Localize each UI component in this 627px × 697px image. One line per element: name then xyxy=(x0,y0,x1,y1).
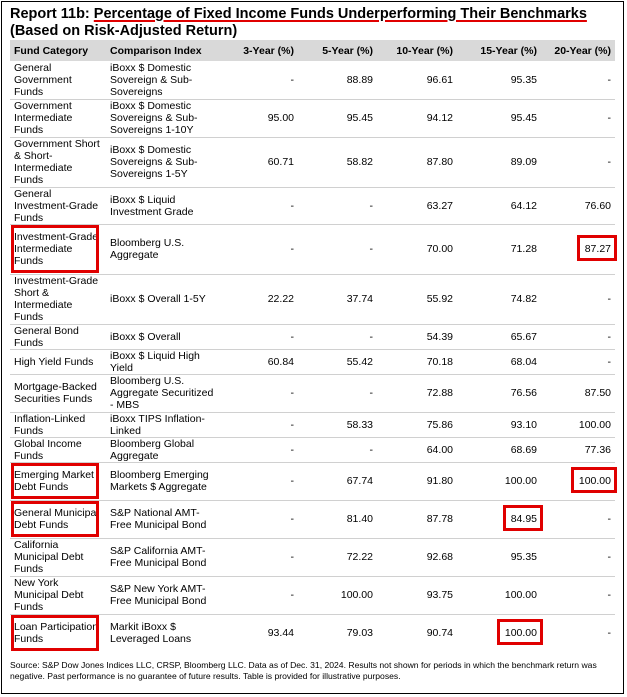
five-year-text: - xyxy=(369,243,373,255)
ten-year-text: 75.86 xyxy=(426,418,453,431)
table-row xyxy=(10,61,615,99)
table-row xyxy=(10,614,615,652)
five-year-cell xyxy=(298,412,377,437)
twenty-year-cell xyxy=(541,61,615,99)
report-title-prefix: Report 11b: xyxy=(10,6,94,22)
table-row xyxy=(10,137,615,187)
three-year-cell xyxy=(218,576,298,614)
twenty-year-cell xyxy=(541,576,615,614)
comparison-index-cell xyxy=(106,462,218,500)
five-year-text: 58.33 xyxy=(346,418,373,431)
ten-year-text: 90.74 xyxy=(426,627,453,640)
five-year-cell xyxy=(298,61,377,99)
five-year-cell xyxy=(298,324,377,349)
comparison-index-cell xyxy=(106,538,218,576)
fifteen-year-text: 64.12 xyxy=(510,199,537,212)
fifteen-year-cell xyxy=(457,437,541,462)
fund-category-text: New York Municipal Debt Funds xyxy=(14,577,84,613)
table-row xyxy=(10,99,615,137)
ten-year-text: 64.00 xyxy=(426,443,453,456)
three-year-cell xyxy=(218,462,298,500)
five-year-text: 72.22 xyxy=(346,551,373,563)
comparison-index-cell xyxy=(106,137,218,187)
header-comparison-index: Comparison Index xyxy=(106,40,218,61)
ten-year-cell xyxy=(377,274,457,324)
twenty-year-text: - xyxy=(607,330,611,343)
fund-category-cell xyxy=(10,614,106,652)
fund-category-text: High Yield Funds xyxy=(14,355,94,368)
fifteen-year-text: 76.56 xyxy=(510,387,537,399)
fifteen-year-cell xyxy=(457,324,541,349)
table-row xyxy=(10,349,615,374)
comparison-index-text: S&P National AMT-Free Municipal Bond xyxy=(110,507,207,531)
five-year-text: 55.42 xyxy=(346,355,373,368)
three-year-text: - xyxy=(290,330,294,343)
comparison-index-text: iBoxx $ Liquid Investment Grade xyxy=(110,193,194,218)
comparison-index-text: iBoxx $ Domestic Sovereign & Sub-Sovereigns xyxy=(110,61,193,98)
table-row xyxy=(10,576,615,614)
five-year-cell xyxy=(298,187,377,224)
source-footnote: Source: S&P Dow Jones Indices LLC, CRSP, Bloomberg LLC. Data as of Dec. 31, 2024. Results not shown for periods in which the benchmark return was negative. Past performance is no guarantee of future results. Table is provided for illustrative purposes. xyxy=(10,660,597,681)
twenty-year-cell xyxy=(541,324,615,349)
fund-category-text: Investment-Grade Intermediate Funds xyxy=(14,231,99,267)
fund-category-cell xyxy=(10,224,106,274)
three-year-text: - xyxy=(290,443,294,456)
five-year-cell xyxy=(298,614,377,652)
fifteen-year-cell xyxy=(457,274,541,324)
ten-year-cell xyxy=(377,576,457,614)
fifteen-year-cell xyxy=(457,576,541,614)
three-year-text: 22.22 xyxy=(267,293,294,305)
five-year-cell xyxy=(298,500,377,538)
twenty-year-cell xyxy=(541,224,615,274)
twenty-year-text: - xyxy=(607,73,611,86)
fifteen-year-cell xyxy=(457,61,541,99)
fifteen-year-cell xyxy=(457,412,541,437)
twenty-year-cell xyxy=(541,349,615,374)
three-year-cell xyxy=(218,349,298,374)
comparison-index-text: Markit iBoxx $ Leveraged Loans xyxy=(110,621,192,646)
fund-category-text: General Bond Funds xyxy=(14,324,79,349)
three-year-cell xyxy=(218,99,298,137)
table-row xyxy=(10,500,615,538)
ten-year-cell xyxy=(377,187,457,224)
comparison-index-text: iBoxx $ Overall 1-5Y xyxy=(110,293,206,305)
report-title-main: Percentage of Fixed Income Funds Underperforming Their Benchmarks xyxy=(93,6,587,22)
ten-year-text: 55.92 xyxy=(426,293,453,305)
twenty-year-cell xyxy=(541,99,615,137)
fund-category-cell xyxy=(10,437,106,462)
fund-category-text: Investment-Grade Short & Intermediate Funds xyxy=(14,275,99,323)
report-title-subtitle: (Based on Risk-Adjusted Return) xyxy=(10,22,238,39)
fifteen-year-cell xyxy=(457,137,541,187)
five-year-text: - xyxy=(369,443,373,456)
five-year-text: 37.74 xyxy=(346,293,373,305)
twenty-year-cell xyxy=(541,538,615,576)
fifteen-year-cell xyxy=(457,349,541,374)
ten-year-text: 63.27 xyxy=(426,199,453,212)
fifteen-year-cell xyxy=(457,614,541,652)
ten-year-text: 96.61 xyxy=(426,73,453,86)
three-year-text: - xyxy=(290,199,294,212)
five-year-text: 67.74 xyxy=(346,475,373,487)
ten-year-text: 87.78 xyxy=(426,513,453,525)
header-3-year: 3-Year (%) xyxy=(218,40,298,61)
fifteen-year-text: 95.35 xyxy=(510,73,537,86)
fund-category-cell xyxy=(10,576,106,614)
ten-year-cell xyxy=(377,500,457,538)
twenty-year-text: - xyxy=(607,627,611,640)
three-year-text: - xyxy=(290,551,294,563)
comparison-index-text: S&P New York AMT-Free Municipal Bond xyxy=(110,583,207,607)
fund-category-cell xyxy=(10,374,106,412)
twenty-year-cell xyxy=(541,274,615,324)
fifteen-year-text: 95.45 xyxy=(510,112,537,124)
five-year-text: 88.89 xyxy=(346,73,373,86)
three-year-text: - xyxy=(290,418,294,431)
header-10-year: 10-Year (%) xyxy=(377,40,457,61)
twenty-year-text: - xyxy=(607,355,611,368)
table-body xyxy=(10,61,615,652)
table-header-row xyxy=(10,40,615,61)
fifteen-year-text: 84.95 xyxy=(510,513,537,525)
comparison-index-text: iBoxx $ Liquid High Yield xyxy=(110,349,200,374)
three-year-cell xyxy=(218,61,298,99)
ten-year-text: 72.88 xyxy=(426,387,453,399)
three-year-text: 95.00 xyxy=(267,112,294,124)
ten-year-cell xyxy=(377,437,457,462)
five-year-text: 81.40 xyxy=(346,513,373,525)
fifteen-year-text: 68.69 xyxy=(510,443,537,456)
ten-year-text: 94.12 xyxy=(426,112,453,124)
five-year-cell xyxy=(298,224,377,274)
fund-category-cell xyxy=(10,99,106,137)
comparison-index-text: S&P California AMT-Free Municipal Bond xyxy=(110,545,207,569)
fifteen-year-text: 100.00 xyxy=(504,589,537,601)
twenty-year-text: 100.00 xyxy=(578,475,611,487)
fifteen-year-cell xyxy=(457,99,541,137)
fifteen-year-text: 89.09 xyxy=(510,156,537,168)
fifteen-year-cell xyxy=(457,500,541,538)
comparison-index-cell xyxy=(106,412,218,437)
ten-year-text: 87.80 xyxy=(426,156,453,168)
header-5-year: 5-Year (%) xyxy=(298,40,377,61)
comparison-index-text: iBoxx TIPS Inflation-Linked xyxy=(110,412,205,437)
ten-year-cell xyxy=(377,324,457,349)
twenty-year-cell xyxy=(541,187,615,224)
comparison-index-text: Bloomberg U.S. Aggregate xyxy=(110,237,185,261)
fund-category-cell xyxy=(10,324,106,349)
ten-year-text: 54.39 xyxy=(426,330,453,343)
table-row xyxy=(10,538,615,576)
ten-year-cell xyxy=(377,614,457,652)
header-20-year: 20-Year (%) xyxy=(541,40,615,61)
comparison-index-text: iBoxx $ Domestic Sovereigns & Sub-Sovereigns 1-5Y xyxy=(110,144,198,180)
fifteen-year-text: 100.00 xyxy=(504,627,537,640)
three-year-cell xyxy=(218,614,298,652)
table-row xyxy=(10,462,615,500)
three-year-cell xyxy=(218,412,298,437)
table-row xyxy=(10,274,615,324)
fifteen-year-cell xyxy=(457,187,541,224)
twenty-year-cell xyxy=(541,614,615,652)
five-year-cell xyxy=(298,538,377,576)
fund-category-text: Emerging Market Debt Funds xyxy=(14,469,94,493)
fund-category-cell xyxy=(10,462,106,500)
fifteen-year-cell xyxy=(457,374,541,412)
table-row xyxy=(10,187,615,224)
comparison-index-text: Bloomberg Emerging Markets $ Aggregate xyxy=(110,469,209,493)
three-year-text: 93.44 xyxy=(267,627,294,640)
fifteen-year-text: 93.10 xyxy=(510,418,537,431)
five-year-cell xyxy=(298,349,377,374)
twenty-year-text: 76.60 xyxy=(584,199,611,212)
table-row xyxy=(10,374,615,412)
comparison-index-text: Bloomberg U.S. Aggregate Securitized - MBS xyxy=(110,375,214,411)
fifteen-year-text: 100.00 xyxy=(504,475,537,487)
twenty-year-text: 87.27 xyxy=(584,243,611,255)
three-year-cell xyxy=(218,500,298,538)
ten-year-cell xyxy=(377,374,457,412)
fifteen-year-cell xyxy=(457,538,541,576)
fund-category-cell xyxy=(10,61,106,99)
comparison-index-cell xyxy=(106,349,218,374)
comparison-index-cell xyxy=(106,576,218,614)
comparison-index-text: iBoxx $ Domestic Sovereigns & Sub-Sovereigns 1-10Y xyxy=(110,100,198,136)
fund-category-cell xyxy=(10,274,106,324)
three-year-cell xyxy=(218,187,298,224)
header-fund-category: Fund Category xyxy=(10,40,106,61)
table-row xyxy=(10,324,615,349)
ten-year-cell xyxy=(377,412,457,437)
three-year-text: 60.71 xyxy=(267,156,294,168)
comparison-index-cell xyxy=(106,274,218,324)
five-year-text: 79.03 xyxy=(346,627,373,640)
fund-category-cell xyxy=(10,349,106,374)
fund-category-text: General Investment-Grade Funds xyxy=(14,187,99,224)
three-year-cell xyxy=(218,374,298,412)
three-year-text: - xyxy=(290,589,294,601)
ten-year-cell xyxy=(377,462,457,500)
twenty-year-text: 77.36 xyxy=(584,443,611,456)
comparison-index-cell xyxy=(106,324,218,349)
fund-category-cell xyxy=(10,500,106,538)
three-year-cell xyxy=(218,324,298,349)
three-year-cell xyxy=(218,538,298,576)
header-15-year: 15-Year (%) xyxy=(457,40,541,61)
three-year-cell xyxy=(218,437,298,462)
twenty-year-text: - xyxy=(607,156,611,168)
comparison-index-cell xyxy=(106,187,218,224)
fund-category-cell xyxy=(10,538,106,576)
twenty-year-cell xyxy=(541,412,615,437)
report-title xyxy=(10,6,615,39)
fund-category-text: Loan Participation Funds xyxy=(14,621,99,646)
comparison-index-cell xyxy=(106,614,218,652)
table-row xyxy=(10,412,615,437)
fifteen-year-text: 95.35 xyxy=(510,551,537,563)
three-year-cell xyxy=(218,274,298,324)
three-year-cell xyxy=(218,224,298,274)
five-year-text: 100.00 xyxy=(340,589,373,601)
fifteen-year-text: 68.04 xyxy=(510,355,537,368)
fund-category-text: Government Intermediate Funds xyxy=(14,100,73,136)
five-year-text: 95.45 xyxy=(346,112,373,124)
five-year-cell xyxy=(298,576,377,614)
twenty-year-text: 100.00 xyxy=(578,418,611,431)
twenty-year-cell xyxy=(541,137,615,187)
ten-year-cell xyxy=(377,99,457,137)
five-year-cell xyxy=(298,99,377,137)
comparison-index-text: Bloomberg Global Aggregate xyxy=(110,437,195,462)
three-year-text: - xyxy=(290,513,294,525)
twenty-year-text: - xyxy=(607,513,611,525)
ten-year-text: 93.75 xyxy=(426,589,453,601)
comparison-index-cell xyxy=(106,224,218,274)
five-year-text: - xyxy=(369,330,373,343)
twenty-year-text: - xyxy=(607,589,611,601)
ten-year-cell xyxy=(377,349,457,374)
fifteen-year-cell xyxy=(457,224,541,274)
fund-category-text: Government Short & Short-Intermediate Funds xyxy=(14,138,100,186)
twenty-year-text: - xyxy=(607,551,611,563)
fund-category-cell xyxy=(10,412,106,437)
fund-category-text: California Municipal Debt Funds xyxy=(14,539,84,575)
fifteen-year-text: 71.28 xyxy=(510,243,537,255)
comparison-index-text: iBoxx $ Overall xyxy=(110,330,181,343)
five-year-cell xyxy=(298,274,377,324)
twenty-year-cell xyxy=(541,500,615,538)
comparison-index-cell xyxy=(106,437,218,462)
underperformance-table xyxy=(10,40,615,652)
three-year-text: - xyxy=(290,243,294,255)
fund-category-text: Global Income Funds xyxy=(14,437,82,462)
fund-category-cell xyxy=(10,187,106,224)
fifteen-year-text: 74.82 xyxy=(510,293,537,305)
five-year-text: 58.82 xyxy=(346,156,373,168)
table-row xyxy=(10,224,615,274)
three-year-text: - xyxy=(290,387,294,399)
fund-category-text: Inflation-Linked Funds xyxy=(14,412,86,437)
fund-category-text: General Government Funds xyxy=(14,61,72,98)
twenty-year-cell xyxy=(541,462,615,500)
ten-year-text: 70.00 xyxy=(426,243,453,255)
five-year-text: - xyxy=(369,387,373,399)
five-year-cell xyxy=(298,437,377,462)
ten-year-cell xyxy=(377,224,457,274)
fund-category-cell xyxy=(10,137,106,187)
table-row xyxy=(10,437,615,462)
comparison-index-cell xyxy=(106,374,218,412)
five-year-cell xyxy=(298,137,377,187)
ten-year-text: 70.18 xyxy=(426,355,453,368)
ten-year-text: 91.80 xyxy=(426,475,453,487)
five-year-cell xyxy=(298,462,377,500)
three-year-text: 60.84 xyxy=(267,355,294,368)
three-year-cell xyxy=(218,137,298,187)
three-year-text: - xyxy=(290,475,294,487)
ten-year-cell xyxy=(377,538,457,576)
five-year-text: - xyxy=(369,199,373,212)
comparison-index-cell xyxy=(106,500,218,538)
twenty-year-text: - xyxy=(607,112,611,124)
five-year-cell xyxy=(298,374,377,412)
twenty-year-text: 87.50 xyxy=(584,387,611,399)
twenty-year-cell xyxy=(541,374,615,412)
fifteen-year-text: 65.67 xyxy=(510,330,537,343)
twenty-year-cell xyxy=(541,437,615,462)
comparison-index-cell xyxy=(106,99,218,137)
twenty-year-text: - xyxy=(607,293,611,305)
ten-year-text: 92.68 xyxy=(426,551,453,563)
comparison-index-cell xyxy=(106,61,218,99)
ten-year-cell xyxy=(377,137,457,187)
fund-category-text: Mortgage-Backed Securities Funds xyxy=(14,381,97,405)
three-year-text: - xyxy=(290,73,294,86)
ten-year-cell xyxy=(377,61,457,99)
fund-category-text: General Municipal Debt Funds xyxy=(14,507,99,531)
fifteen-year-cell xyxy=(457,462,541,500)
